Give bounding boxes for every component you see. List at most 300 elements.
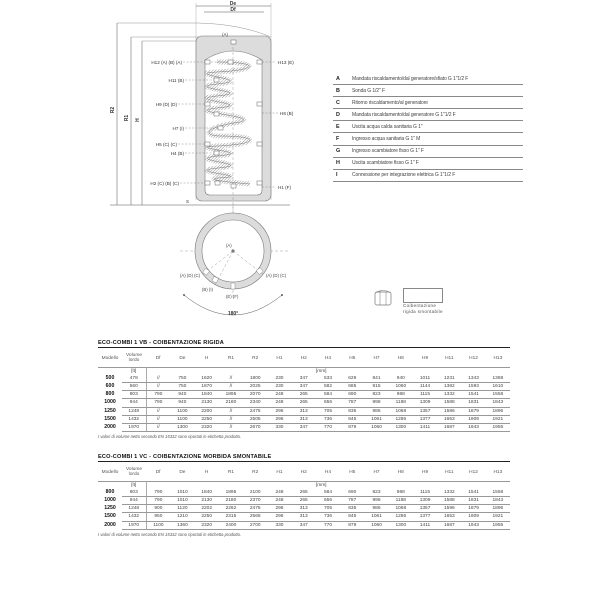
cell-value: 1115 <box>413 489 437 497</box>
cell-value: 2200 <box>195 407 219 415</box>
legend-row <box>333 73 523 85</box>
cell-value: 736 <box>316 415 340 423</box>
cell-value: // <box>219 382 243 390</box>
cell-value: 1653 <box>437 513 461 521</box>
cell-value: // <box>146 423 170 431</box>
cell-value: 1188 <box>389 399 413 407</box>
col-header: R1 <box>227 355 234 361</box>
col-header: H13 <box>493 469 503 475</box>
cell-value: 988 <box>389 489 413 497</box>
cell-value: 944 <box>122 496 146 504</box>
cell-value: 2250 <box>195 415 219 423</box>
cell-value: 1061 <box>364 415 388 423</box>
label-h12: H12 (A) (B) (A) <box>151 60 182 65</box>
cell-model: 1000 <box>104 496 116 503</box>
col-header: H7 <box>373 355 380 361</box>
cell-value: 1687 <box>437 521 461 529</box>
unit-mm: [mm] <box>315 368 327 374</box>
cell-model: 1000 <box>104 399 116 406</box>
legend-desc: Connessione per integrazione elettrica G 1"1/2 F <box>352 172 456 179</box>
label-h8: H8 (B) <box>280 111 294 116</box>
col-header: H2 <box>300 355 307 361</box>
plan-label-right: (A) (D) (C) <box>266 273 287 278</box>
cell-value: 790 <box>146 489 170 497</box>
cell-value: 478 <box>122 375 146 383</box>
cell-value: 313 <box>292 513 316 521</box>
cell-value: 1588 <box>437 496 461 504</box>
col-header: H <box>204 469 209 475</box>
cell-value: 1120 <box>170 505 194 513</box>
cell-value: 940 <box>170 391 194 399</box>
cell-value: 685 <box>340 382 364 390</box>
cell-value: 1896 <box>486 505 510 513</box>
table-row <box>98 521 510 529</box>
cell-value: 347 <box>292 423 316 431</box>
legend-row <box>333 121 523 133</box>
cell-value: 2565 <box>243 513 267 521</box>
cell-value: 230 <box>267 375 291 383</box>
table-row <box>98 415 510 423</box>
table-row <box>98 391 510 399</box>
label-h5: H5 (C) (C) <box>155 142 177 147</box>
col-header: H9 <box>421 469 429 475</box>
cell-value: 2180 <box>219 496 243 504</box>
cell-model: 2000 <box>104 423 116 430</box>
table-vc-footnote: I valori di volume netto secondo EN 15332 sono riportati in etichetta prodotto. <box>98 532 242 537</box>
col-header: Df <box>155 469 161 475</box>
cell-value: 296 <box>267 407 291 415</box>
cell-value: 835 <box>340 407 364 415</box>
col-header: H11 <box>445 355 454 361</box>
cell-value: 2700 <box>243 521 267 529</box>
legend-desc: Mandata riscaldamento/dal generatore G 1"1/2 F <box>352 111 456 118</box>
cell-value: 2130 <box>195 496 219 504</box>
dim-de: De <box>229 1 237 7</box>
unit-volume: [lt] <box>122 367 146 375</box>
col-header: H8 <box>397 355 404 361</box>
cell-value: 2475 <box>243 505 267 513</box>
cell-value: 1586 <box>437 407 461 415</box>
plan-label-center: (A) <box>226 243 232 248</box>
cell-value: 736 <box>316 513 340 521</box>
legend-desc: Uscita scambiatore fisso G 1" F <box>352 160 419 167</box>
cell-model: 1500 <box>104 513 116 520</box>
cell-value: 1610 <box>486 382 510 390</box>
cell-value: 998 <box>364 496 388 504</box>
cell-value: 2475 <box>243 407 267 415</box>
cell-value: 1010 <box>170 496 194 504</box>
cell-value: 835 <box>340 505 364 513</box>
col-header: H12 <box>469 355 478 361</box>
cell-value: 1943 <box>461 423 485 431</box>
cell-value: 1895 <box>219 489 243 497</box>
cell-value: 629 <box>340 375 364 383</box>
cell-value: 1593 <box>461 382 485 390</box>
cell-value: 1060 <box>364 423 388 431</box>
cell-value: // <box>219 415 243 423</box>
cell-value: 1558 <box>486 489 510 497</box>
cell-value: 582 <box>316 382 340 390</box>
col-header: R2 <box>252 355 259 361</box>
cell-value: 2070 <box>243 391 267 399</box>
cell-value: 1248 <box>122 505 146 513</box>
table-row <box>98 489 510 497</box>
cell-value: 1100 <box>170 415 194 423</box>
cell-value: 1909 <box>461 415 485 423</box>
unit-mm: [mm] <box>315 482 327 488</box>
cell-value: 296 <box>267 415 291 423</box>
cell-value: 313 <box>292 415 316 423</box>
cell-value: 1115 <box>413 391 437 399</box>
cell-value: 1831 <box>461 399 485 407</box>
col-header: R1 <box>227 469 234 475</box>
col-header: H12 <box>469 469 478 475</box>
cell-value: 1248 <box>122 407 146 415</box>
insulation-icon <box>372 288 394 306</box>
cell-value: 1100 <box>146 521 170 529</box>
cell-value: 1921 <box>486 513 510 521</box>
legend-row <box>333 158 523 170</box>
dim-r1: R1 <box>124 114 130 122</box>
cell-value: 560 <box>122 382 146 390</box>
cell-value: 1432 <box>122 415 146 423</box>
legend-key: B <box>336 87 340 94</box>
cell-value: 2320 <box>195 423 219 431</box>
col-header: De <box>179 469 186 475</box>
legend-desc: Ingresso acqua sanitaria G 1" M <box>352 136 421 143</box>
legend-key: G <box>336 148 341 155</box>
label-top: (A) <box>222 32 228 37</box>
cell-value: 584 <box>316 391 340 399</box>
cell-value: 1061 <box>364 513 388 521</box>
insulation-label-line2: rigida smontabile <box>403 308 443 314</box>
cell-value: 1332 <box>437 391 461 399</box>
cell-value: 248 <box>267 399 291 407</box>
cell-value: 1970 <box>122 521 146 529</box>
col-header: H1 <box>276 355 283 361</box>
cell-value: 1840 <box>195 489 219 497</box>
cell-value: 787 <box>340 399 364 407</box>
cell-value: 347 <box>292 382 316 390</box>
legend-desc: Mandata riscaldamento/dal generatore/sfiato G 1"1/2 F <box>352 75 469 82</box>
connection-legend <box>333 73 523 182</box>
cell-value: 1286 <box>389 415 413 423</box>
cell-value: 1309 <box>413 496 437 504</box>
cell-model: 1250 <box>104 407 116 414</box>
cell-value: 347 <box>292 521 316 529</box>
cell-value: 986 <box>364 407 388 415</box>
cell-value: 1955 <box>486 521 510 529</box>
col-header: R2 <box>252 469 259 475</box>
cell-value: 790 <box>146 399 170 407</box>
cell-value: // <box>219 423 243 431</box>
cell-value: 656 <box>316 399 340 407</box>
col-header: H13 <box>493 355 503 361</box>
cell-value: 265 <box>292 496 316 504</box>
legend-desc: Ritorno riscaldamento/al generatore <box>352 99 428 106</box>
cell-value: 787 <box>340 496 364 504</box>
cell-value: 690 <box>340 489 364 497</box>
cell-value: 1368 <box>486 375 510 383</box>
cell-value: 1879 <box>461 505 485 513</box>
dim-s: S <box>186 199 190 204</box>
plan-label-bottom-left: (B) (I) <box>202 287 213 292</box>
label-h1: H1 (F) <box>278 185 292 190</box>
dim-h: H <box>135 118 141 122</box>
cell-value: 1843 <box>486 496 510 504</box>
legend-key: I <box>336 172 338 179</box>
col-header: H5 <box>349 355 356 361</box>
cell-value: 1895 <box>219 391 243 399</box>
cell-value: 915 <box>364 382 388 390</box>
cell-model: 500 <box>105 374 115 381</box>
cell-value: 950 <box>146 513 170 521</box>
cell-value: 1377 <box>413 415 437 423</box>
cell-value: 803 <box>122 391 146 399</box>
cell-value: 1300 <box>389 521 413 529</box>
cell-value: 313 <box>292 505 316 513</box>
cell-value: 2250 <box>195 513 219 521</box>
cell-value: 879 <box>340 521 364 529</box>
table-row <box>98 375 510 383</box>
cell-value: 1011 <box>413 375 437 383</box>
cell-value: 803 <box>122 489 146 497</box>
cell-value: 988 <box>389 391 413 399</box>
cell-value: 790 <box>146 496 170 504</box>
plan-label-left: (A) (D) (C) <box>180 273 201 278</box>
cell-value: 2670 <box>243 423 267 431</box>
cell-value: 770 <box>316 521 340 529</box>
table-unit-row <box>98 367 510 375</box>
cell-value: // <box>219 407 243 415</box>
col-header: Df <box>155 355 161 361</box>
cell-value: 1343 <box>461 375 485 383</box>
cell-value: 1068 <box>389 407 413 415</box>
cell-value: 1620 <box>195 375 219 383</box>
cell-value: 1360 <box>170 521 194 529</box>
col-header: Volume lordo <box>126 466 142 478</box>
col-header: H <box>204 355 209 361</box>
cell-value: 1870 <box>195 382 219 390</box>
table-vb-footnote: I valori di volume netto secondo EN 15332 sono riportati in etichetta prodotto. <box>98 434 242 439</box>
cell-value: 347 <box>292 375 316 383</box>
cell-value: 1068 <box>389 505 413 513</box>
cell-value: 2315 <box>219 513 243 521</box>
cell-value: 1541 <box>461 391 485 399</box>
cell-value: // <box>146 415 170 423</box>
cell-value: 1411 <box>413 521 437 529</box>
cell-value: 1843 <box>486 399 510 407</box>
table-row <box>98 505 510 513</box>
col-header: Modello <box>101 355 119 361</box>
cell-value: 2370 <box>243 496 267 504</box>
cell-value: 1687 <box>437 423 461 431</box>
cell-value: 845 <box>340 415 364 423</box>
cell-model: 600 <box>105 382 115 389</box>
table-row <box>98 407 510 415</box>
cell-model: 800 <box>105 391 115 398</box>
col-header: H2 <box>300 469 307 475</box>
cell-value: // <box>146 375 170 383</box>
legend-row <box>333 109 523 121</box>
cell-value: 2320 <box>195 521 219 529</box>
cell-value: 986 <box>364 505 388 513</box>
cell-value: 2340 <box>243 399 267 407</box>
insulation-box <box>403 288 443 303</box>
cell-value: 823 <box>364 391 388 399</box>
cell-value: 248 <box>267 496 291 504</box>
col-header: H8 <box>397 469 404 475</box>
tank-plan-diagram <box>160 205 340 317</box>
cell-value: 230 <box>267 382 291 390</box>
legend-key: F <box>336 136 340 143</box>
legend-desc: Uscita acqua calda sanitaria G 1" <box>352 123 423 130</box>
table-vb-title: ECO-COMBI 1 VB - COIBENTAZIONE RIGIDA <box>98 340 510 348</box>
legend-desc: Ingresso scambiatore fisso G 1" F <box>352 148 424 155</box>
cell-value: 265 <box>292 399 316 407</box>
col-header: De <box>179 355 186 361</box>
cell-value: 845 <box>340 513 364 521</box>
cell-value: 1286 <box>389 513 413 521</box>
cell-value: 998 <box>364 399 388 407</box>
table-row <box>98 423 510 431</box>
legend-row <box>333 170 523 182</box>
col-header: H11 <box>445 469 454 475</box>
cell-value: 296 <box>267 505 291 513</box>
cell-value: 1800 <box>243 375 267 383</box>
table-vb <box>98 350 510 432</box>
col-header: Modello <box>101 469 119 475</box>
cell-value: 790 <box>146 391 170 399</box>
cell-value: 2400 <box>219 521 243 529</box>
legend-row <box>333 97 523 109</box>
label-h4: H4 (B) <box>170 151 184 156</box>
cell-value: 1896 <box>486 407 510 415</box>
legend-row <box>333 85 523 97</box>
table-vc-title: ECO-COMBI 1 VC - COIBENTAZIONE MORBIDA SMONTABILE <box>98 454 510 462</box>
cell-value: 1060 <box>364 521 388 529</box>
legend-desc: Sonda G 1/2" F <box>352 87 385 94</box>
cell-value: 900 <box>146 505 170 513</box>
table-row <box>98 382 510 390</box>
cell-model: 800 <box>105 488 115 495</box>
col-header: H7 <box>373 469 380 475</box>
cell-model: 2000 <box>104 521 116 528</box>
cell-value: 1955 <box>486 423 510 431</box>
col-header: H5 <box>349 469 356 475</box>
cell-value: 1588 <box>437 399 461 407</box>
cell-value: 940 <box>389 375 413 383</box>
tank-elevation-diagram <box>0 0 330 215</box>
label-h11: H11 (B) <box>168 78 184 83</box>
cell-value: 1210 <box>170 513 194 521</box>
legend-key: H <box>336 160 340 167</box>
cell-value: 656 <box>316 496 340 504</box>
cell-value: 1653 <box>437 415 461 423</box>
dim-r2: R2 <box>110 106 116 114</box>
col-header: H4 <box>324 355 332 361</box>
cell-value: 1144 <box>413 382 437 390</box>
label-h7: H7 (I) <box>172 126 184 131</box>
cell-value: 584 <box>316 489 340 497</box>
table-header-row <box>98 350 510 367</box>
cell-value: 1309 <box>413 399 437 407</box>
cell-value: 1970 <box>122 423 146 431</box>
cell-value: 1300 <box>170 423 194 431</box>
cell-value: 265 <box>292 391 316 399</box>
cell-value: 1231 <box>437 375 461 383</box>
cell-value: 1010 <box>170 489 194 497</box>
cell-value: 705 <box>316 505 340 513</box>
insulation-label-line1: Coibentazione <box>403 303 437 308</box>
cell-value: 313 <box>292 407 316 415</box>
cell-value: 1357 <box>413 505 437 513</box>
cell-value: 1300 <box>389 423 413 431</box>
label-h9: H9 (D) (D) <box>155 102 177 107</box>
cell-value: 330 <box>267 423 291 431</box>
cell-model: 1250 <box>104 505 116 512</box>
cell-value: 265 <box>292 489 316 497</box>
plan-label-bottom: (E) (F) <box>226 294 239 299</box>
plan-angle: 180° <box>227 311 239 317</box>
legend-row <box>333 146 523 158</box>
cell-value: 330 <box>267 521 291 529</box>
cell-value: // <box>146 382 170 390</box>
table-row <box>98 496 510 504</box>
cell-value: 1831 <box>461 496 485 504</box>
cell-value: 879 <box>340 423 364 431</box>
cell-value: 2130 <box>195 399 219 407</box>
label-h2: H2 (C) (B) (C) <box>150 181 179 186</box>
cell-value: 296 <box>267 513 291 521</box>
cell-value: 823 <box>364 489 388 497</box>
cell-value: 1060 <box>389 382 413 390</box>
cell-value: 1411 <box>413 423 437 431</box>
cell-value: 1432 <box>122 513 146 521</box>
unit-volume: [lt] <box>122 481 146 489</box>
cell-value: // <box>146 407 170 415</box>
cell-value: 690 <box>340 391 364 399</box>
table-header-row <box>98 464 510 481</box>
cell-value: 770 <box>316 423 340 431</box>
cell-value: 2505 <box>243 415 267 423</box>
legend-row <box>333 133 523 145</box>
legend-key: E <box>336 123 340 130</box>
cell-value: 1921 <box>486 415 510 423</box>
cell-value: 248 <box>267 489 291 497</box>
cell-value: 1558 <box>486 391 510 399</box>
col-header: H1 <box>276 469 283 475</box>
cell-value: 1840 <box>195 391 219 399</box>
cell-value: 1879 <box>461 407 485 415</box>
cell-value: 2262 <box>219 505 243 513</box>
cell-value: 248 <box>267 391 291 399</box>
cell-value: 1357 <box>413 407 437 415</box>
table-row <box>98 513 510 521</box>
legend-key: C <box>336 99 340 106</box>
table-unit-row <box>98 481 510 489</box>
cell-value: // <box>219 375 243 383</box>
table-row <box>98 399 510 407</box>
legend-key: A <box>336 75 340 82</box>
table-vc <box>98 464 510 530</box>
cell-value: 2025 <box>243 382 267 390</box>
cell-value: 1382 <box>437 382 461 390</box>
cell-value: 1188 <box>389 496 413 504</box>
insulation-label <box>403 303 443 314</box>
col-header: H4 <box>324 469 332 475</box>
cell-value: 940 <box>170 399 194 407</box>
